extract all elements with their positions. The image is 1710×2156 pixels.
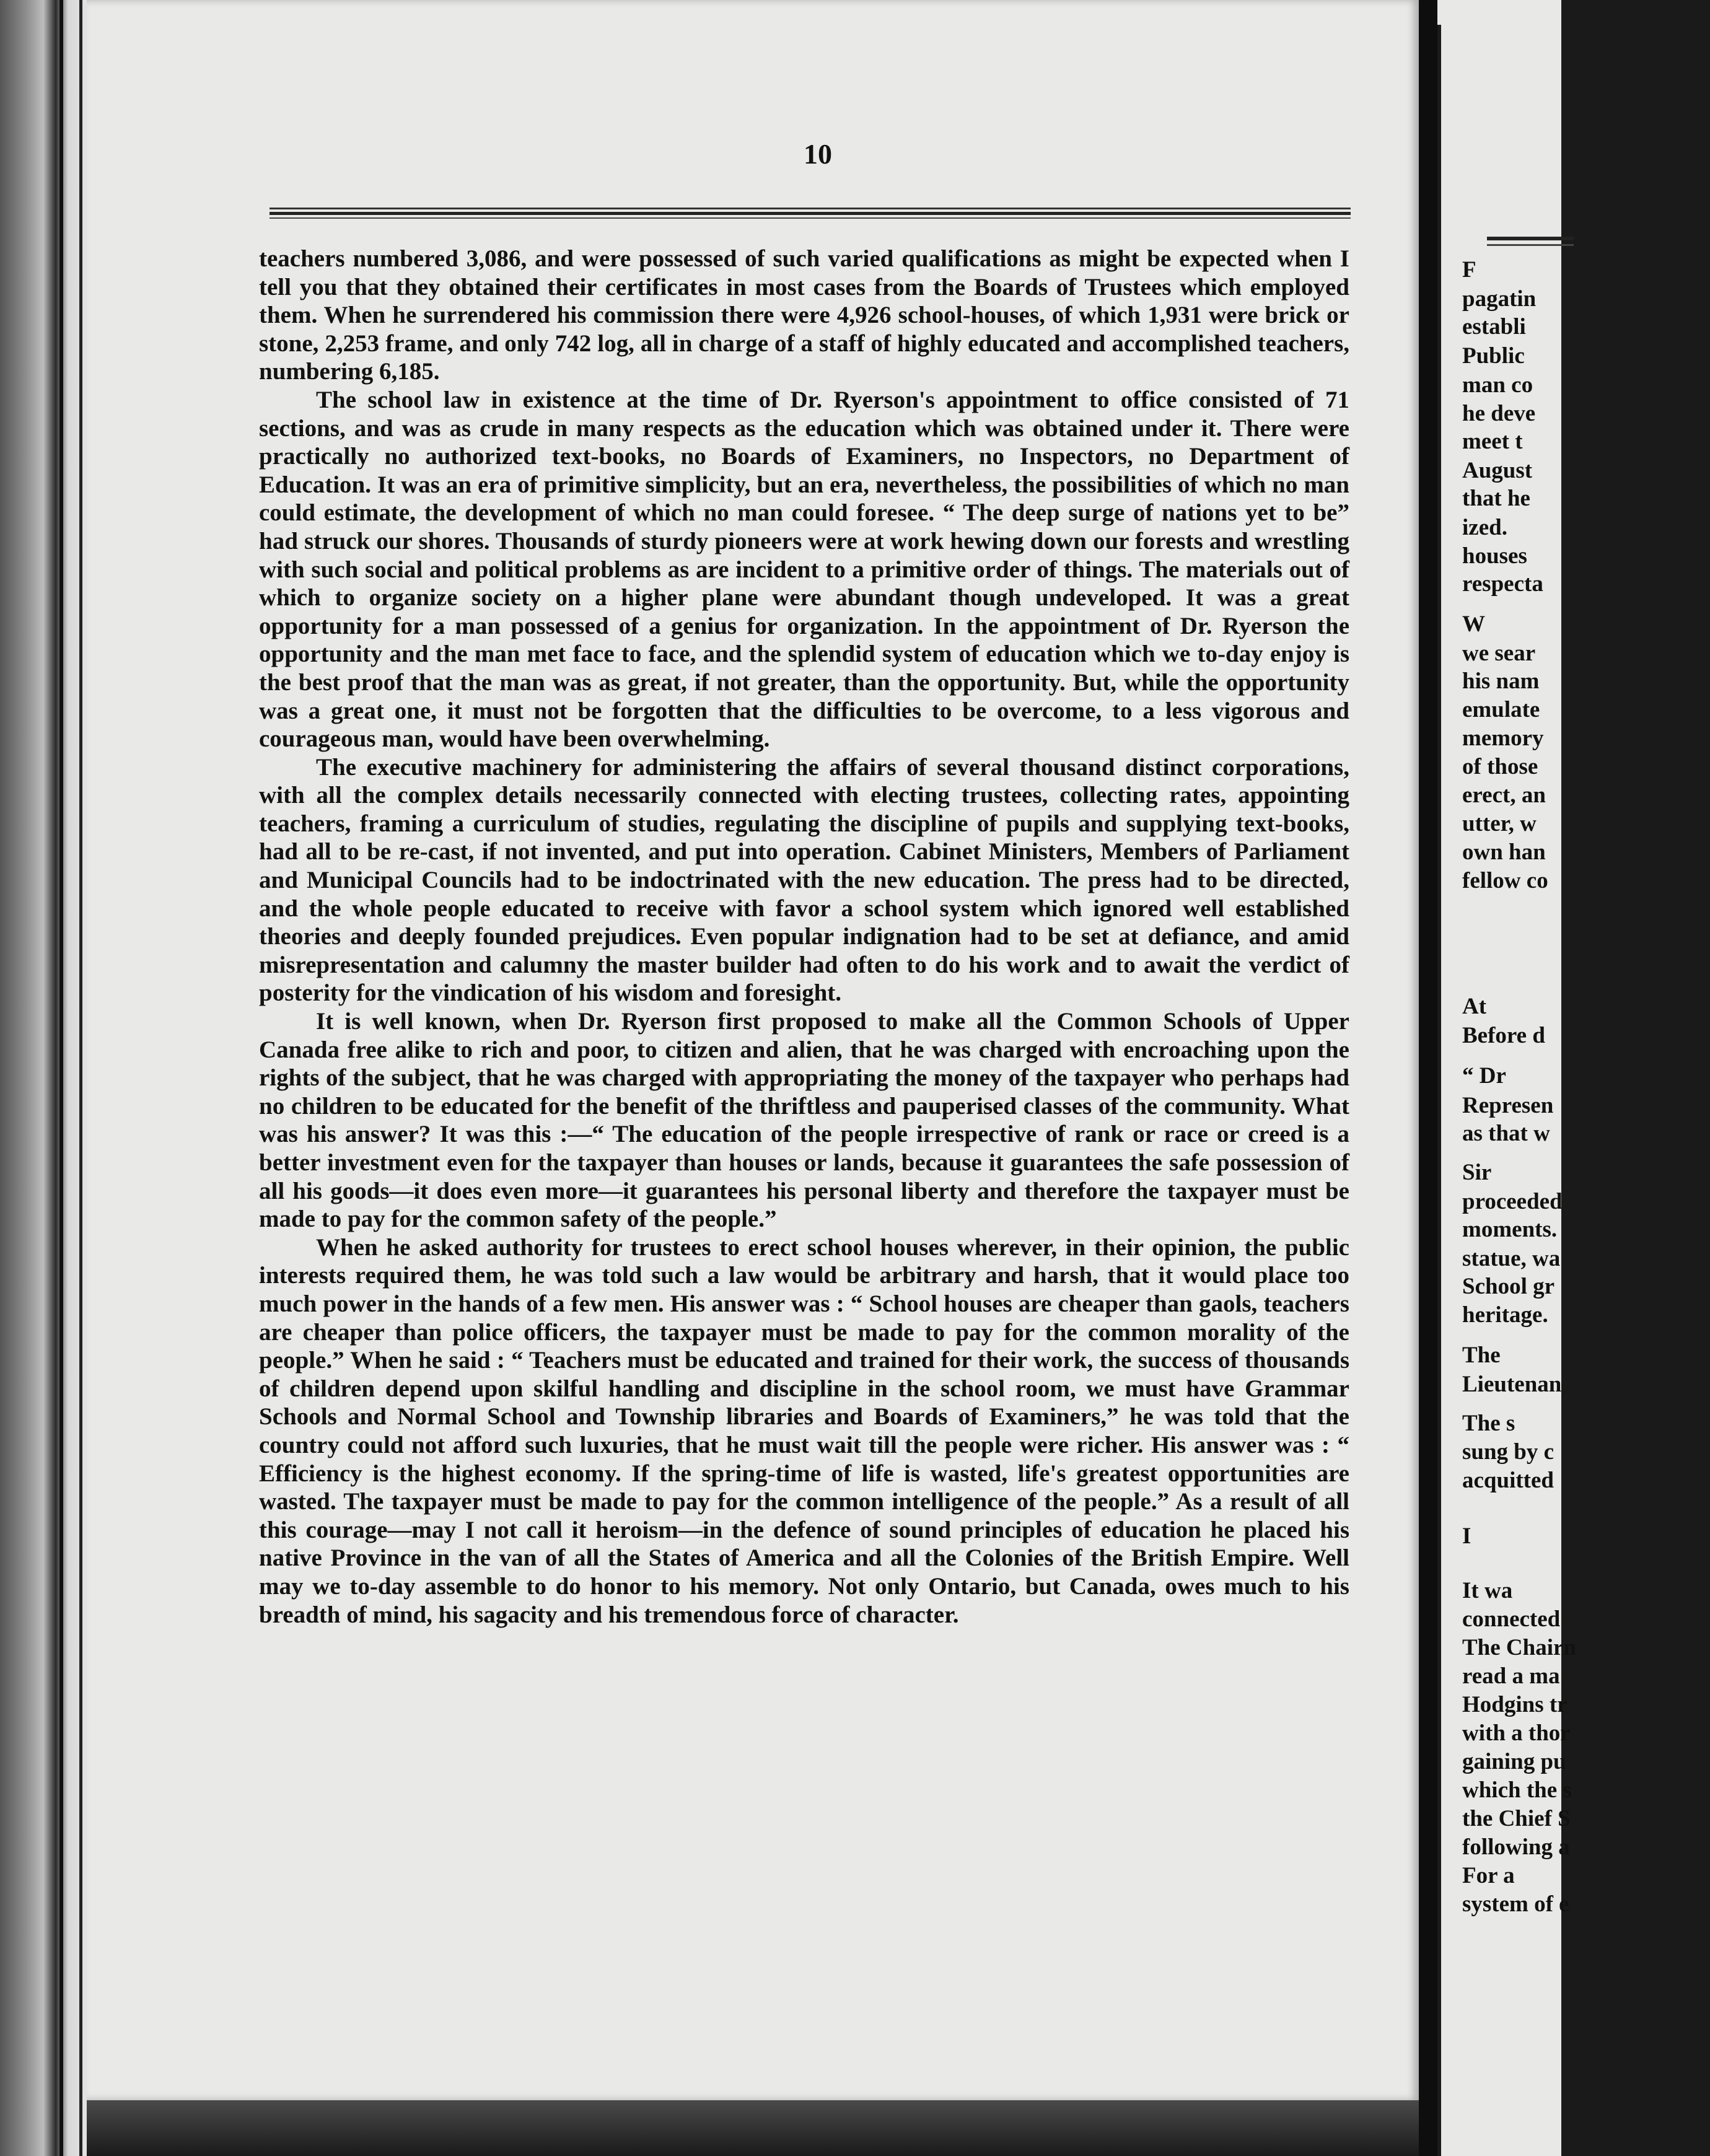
next-page-line: Sir	[1462, 1160, 1492, 1185]
next-page-fragment	[1437, 0, 1577, 2156]
next-page-line: the Chief S	[1462, 1806, 1571, 1831]
next-page-line: meet t	[1462, 429, 1523, 454]
next-page-line: fellow co	[1462, 868, 1548, 893]
next-page-line: pagatin	[1462, 286, 1537, 312]
paragraph: When he asked authority for trustees to erect school houses wherever, in their opinion, the public interests required them, he was told such a law would be arbitrary and harsh, that it would place too much power in the hands of a few men. His answer was : “ School houses are cheaper than gaols, teachers are cheaper than police officers, the taxpayer must be made to pay for the common morality of the people.” When he said : “ Teachers must be educated and trained for their work, the success of thousands of children depend upon skilful handling and discipline in the school room, we must have Grammar Schools and Normal School and Township libraries and Boards of Examiners,” he was told that the country could not afford such luxuries, that he must wait till the people were richer. His answer was : “ Efficiency is the highest economy. If the spring-time of life is wasted, life's greatest opportunities are wasted. The taxpayer must be made to pay for the common intelligence of the people.” As a result of all this courage—may I not call it heroism—in the defence of sound principles of education he placed his native Province in the van of all the States of America and all the Colonies of the British Empire. Well may we to-day assemble to do honor to his memory. Not only Ontario, but Canada, owes much to his breadth of mind, his sagacity and his tremendous force of character.	[259, 1234, 1349, 1628]
next-page-line: read a ma	[1462, 1663, 1560, 1689]
next-page-line: It wa	[1462, 1578, 1513, 1603]
next-page-line: memory	[1462, 725, 1544, 751]
next-page-line: own han	[1462, 839, 1546, 865]
paragraph: The school law in existence at the time of Dr. Ryerson's appointment to office consisted of 71 sections, and was as crude in many respects as the education which was obtained under it. There were practically no authorized text-books, no Boards of Examiners, no Inspectors, no Department of Education. It was an era of primitive simplicity, but an era, nevertheless, the possibilities of which no man could estimate, the development of which no man could foresee. “ The deep surge of nations yet to be” had struck our shores. Thousands of sturdy pioneers were at work hewing down our forests and wrestling with such social and political problems as are incident to a primitive order of things. The materials out of which to organize society on a higher plane were abundant though undeveloped. It was a great opportunity for a man possessed of a genius for organization. In the appointment of Dr. Ryerson the opportunity and the man met face to face, and the splendid system of education which we to-day enjoy is the best proof that the man was as great, if not greater, than the opportunity. But, while the opportunity was a great one, it must not be forgotten that the difficulties to be overcome, to a less vigorous and courageous man, would have been overwhelming.	[259, 386, 1349, 753]
next-page-line: of those	[1462, 754, 1538, 779]
next-page-line: August	[1462, 458, 1533, 483]
binding-rule	[79, 0, 82, 2156]
next-page-line: ized.	[1462, 515, 1507, 540]
next-page-line: School gr	[1462, 1274, 1555, 1299]
next-page-line: For a	[1462, 1863, 1515, 1888]
next-page-line: he deve	[1462, 401, 1536, 426]
next-page-line: respecta	[1462, 571, 1543, 597]
next-page-line: I	[1462, 1523, 1471, 1549]
next-page-line: The s	[1462, 1411, 1515, 1436]
next-page-line: with a thor	[1462, 1720, 1571, 1746]
next-page-line: proceeded	[1462, 1189, 1563, 1214]
next-page-line: which the s	[1462, 1777, 1572, 1803]
next-page-line: Before d	[1462, 1023, 1545, 1048]
next-page-line: heritage.	[1462, 1302, 1548, 1328]
binding-rule	[59, 0, 63, 2156]
next-page-line: moments.	[1462, 1217, 1558, 1242]
header-rule	[270, 208, 1351, 221]
next-page-line: connected	[1462, 1606, 1561, 1632]
next-page-line: system of e	[1462, 1891, 1569, 1917]
next-page-line: sung by c	[1462, 1439, 1554, 1465]
next-page-line: Public	[1462, 343, 1525, 369]
next-page-line: establi	[1462, 314, 1526, 340]
next-page-line: W	[1462, 611, 1485, 637]
next-page-line: utter, w	[1462, 811, 1537, 836]
next-page-line: The Chairn	[1462, 1635, 1577, 1660]
page-binding	[0, 0, 93, 2156]
next-page-line: as that w	[1462, 1121, 1550, 1146]
next-page-line: his nam	[1462, 668, 1540, 694]
page-bottom-shadow	[87, 2100, 1419, 2156]
next-page-line: gaining pu	[1462, 1749, 1566, 1774]
next-page-line: following a	[1462, 1834, 1570, 1860]
next-page-line: “ Dr	[1462, 1063, 1506, 1089]
next-page-line: emulate	[1462, 697, 1540, 722]
next-page-line: The	[1462, 1343, 1501, 1368]
page-number: 10	[804, 138, 832, 170]
next-page-header-rule	[1487, 237, 1574, 240]
next-page-line: statue, wa	[1462, 1246, 1561, 1271]
next-page-line: Represen	[1462, 1093, 1554, 1118]
paragraph: It is well known, when Dr. Ryerson first proposed to make all the Common Schools of Upper Canada free alike to rich and poor, to citizen and alien, that he was charged with encroaching upon the rights of the subject, that he was charged with appropriating the money of the taxpayer who perhaps had no children to be educated for the benefit of the thriftless and pauperised classes of the community. What was his answer? It was this :—“ The education of the people irrespective of rank or race or creed is a better investment even for the taxpayer than houses or lands, because it guarantees the safe possession of all his goods—it does even more—it guarantees his personal liberty and therefore the taxpayer must be made to pay for the common safety of the people.”	[259, 1008, 1349, 1233]
next-page-edge	[1437, 25, 1441, 2156]
next-page-line: acquitted	[1462, 1468, 1554, 1493]
next-page-line: Hodgins tr	[1462, 1692, 1568, 1717]
page-gutter	[1419, 0, 1437, 2156]
next-page-line: man co	[1462, 372, 1533, 398]
next-page-line: houses	[1462, 543, 1527, 569]
next-page-line: Lieutenan	[1462, 1372, 1562, 1397]
next-page-line: F	[1462, 257, 1476, 283]
paragraph: teachers numbered 3,086, and were possessed of such varied qualifications as might be expected when I tell you that they obtained their certificates in most cases from the Boards of Trustees which employed them. When he surrendered his commission there were 4,926 school-houses, of which 1,931 were brick or stone, 2,253 frame, and only 742 log, all in charge of a staff of highly educated and accomplished teachers, numbering 6,185.	[259, 245, 1349, 385]
next-page-line: At	[1462, 994, 1487, 1019]
paragraph: The executive machinery for administering the affairs of several thousand distinct corporations, with all the complex details necessarily connected with electing trustees, collecting rates, appointing teachers, framing a curriculum of studies, regulating the discipline of pupils and supplying text-books, had all to be re-cast, if not invented, and put into operation. Cabinet Ministers, Members of Parliament and Municipal Councils had to be indoctrinated with the new education. The press had to be directed, and the whole people educated to receive with favor a school system which ignored well established theories and deeply founded prejudices. Even popular indignation had to be set at defiance, and amid misrepresentation and calumny the master builder had often to do his work and to await the verdict of posterity for the vindication of his wisdom and foresight.	[259, 753, 1349, 1007]
next-page-line: we sear	[1462, 641, 1536, 666]
body-text	[259, 245, 1349, 1629]
next-page-line: erect, an	[1462, 782, 1546, 808]
next-page-line: that he	[1462, 486, 1530, 511]
